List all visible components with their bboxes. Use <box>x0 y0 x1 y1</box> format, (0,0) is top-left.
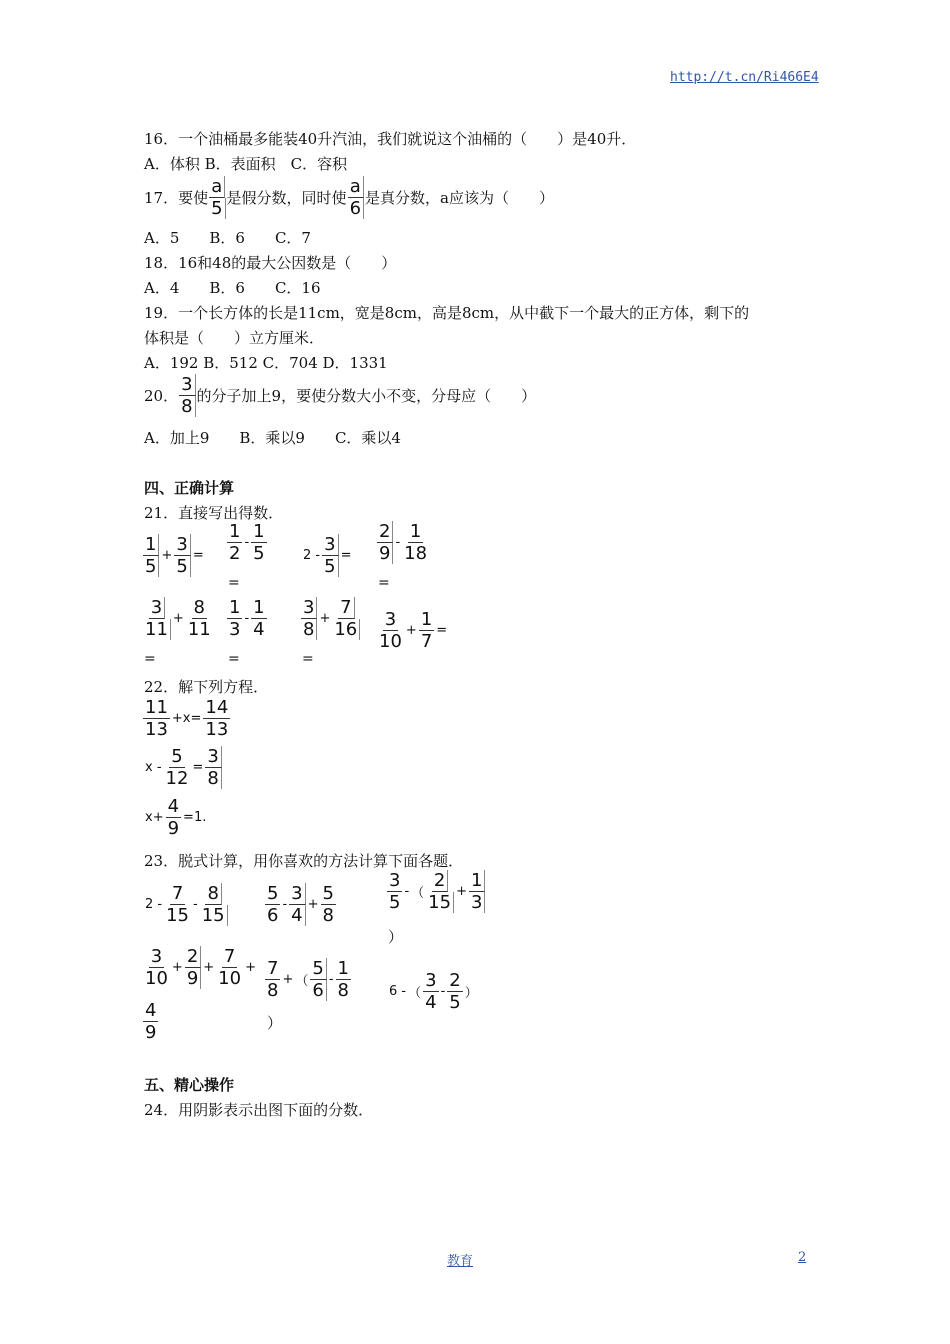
q20-options: A．加上9 B．乘以9 C．乘以4 <box>144 429 401 447</box>
fraction: $\frac{3}{11}$ <box>143 597 171 640</box>
q23-problem-1: 2 - $\frac{7}{15}$ - $\frac{8}{15}$ <box>144 883 229 926</box>
q21-expr-4-eq: = <box>378 575 390 591</box>
q19-line2: 体积是（ ）立方厘米． <box>144 329 325 347</box>
fraction: $\frac{3}{8}$ <box>205 746 221 789</box>
fraction: $\frac{2}{5}$ <box>449 970 461 1013</box>
q17-text-a: 17．要使 <box>144 189 209 207</box>
q16-options: A．体积 B．表面积 C．容积 <box>144 155 348 173</box>
q21-expr-7: $\frac{3}{8}$ + $\frac{7}{16}$ <box>300 597 361 640</box>
fraction: $\frac{4}{9}$ <box>145 1000 157 1043</box>
q21-expr-7-eq: = <box>302 651 314 667</box>
fraction: $\frac{2}{9}$ <box>377 521 393 564</box>
q23-problem-5-close: ） <box>267 1014 283 1032</box>
fraction: $\frac{7}{15}$ <box>166 883 190 926</box>
q23-problem-6: 6 - （ $\frac{3}{4}$ - $\frac{2}{5}$ ） <box>389 970 478 1013</box>
q21-expr-4: $\frac{2}{9}$ - $\frac{1}{18}$ <box>379 521 428 564</box>
q23-problem-3-close: ） <box>388 928 404 946</box>
q17-text-b: 是假分数，同时使 <box>226 189 347 207</box>
q17-line <box>144 176 554 219</box>
fraction: $\frac{3}{5}$ <box>389 870 401 913</box>
footer-center[interactable]: 教育 <box>447 1254 474 1269</box>
q23-problem-2: $\frac{5}{6}$ - $\frac{3}{4}$ + $\frac{5}{8}$ <box>267 883 334 926</box>
q24-text: 24．用阴影表示出图下面的分数． <box>144 1101 374 1119</box>
fraction: $\frac{8}{11}$ <box>187 597 211 640</box>
q22-eq-1: $\frac{11}{13}$ +x= $\frac{14}{13}$ <box>145 697 229 740</box>
q20-prefix: 20． <box>144 387 179 405</box>
q22-eq-3: x+ $\frac{4}{9}$ =1. <box>145 796 207 839</box>
fraction: $\frac{3}{8}$ <box>301 597 317 640</box>
fraction: $\frac{5}{12}$ <box>165 746 189 789</box>
q21-expr-3: 2 - $\frac{3}{5}$ = <box>303 534 352 577</box>
q21-expr-5: $\frac{3}{11}$ + $\frac{8}{11}$ <box>145 597 211 640</box>
q21-expr-6: $\frac{1}{3}$ - $\frac{1}{4}$ <box>229 597 265 640</box>
q21-expr-2-eq: = <box>228 575 240 591</box>
fraction: $\frac{3}{10}$ <box>379 609 402 652</box>
fraction: $\frac{3}{10}$ <box>145 946 168 989</box>
q21-expr-6-eq: = <box>228 651 240 667</box>
fraction: $\frac{3}{5}$ <box>174 534 190 577</box>
q23-problem-3: $\frac{3}{5}$ - （ $\frac{2}{15}$ + $\frac{1}{3}$ <box>386 870 486 913</box>
fraction: $\frac{1}{18}$ <box>404 521 428 564</box>
fraction: $\frac{1}{7}$ <box>420 609 433 652</box>
fraction: $\frac{8}{15}$ <box>200 883 228 926</box>
q23-problem-4-cont <box>142 1000 159 1043</box>
fraction: $\frac{3}{4}$ <box>289 883 305 926</box>
q21-expr-8: $\frac{3}{10}$ + $\frac{1}{7}$ = <box>379 609 448 652</box>
q18-options: A．4 B．6 C．16 <box>144 279 321 297</box>
q21-expr-1: $\frac{1}{5}$ + $\frac{3}{5}$ = <box>145 534 204 577</box>
fraction: $\frac{1}{4}$ <box>253 597 265 640</box>
q19-options: A．192 B．512 C．704 D．1331 <box>144 354 388 372</box>
fraction: $\frac{1}{3}$ <box>229 597 241 640</box>
q21-expr-2: $\frac{1}{2}$ - $\frac{1}{5}$ <box>229 521 265 564</box>
fraction: $\frac{7}{16}$ <box>332 597 360 640</box>
q17-text-c: 是真分数，a应该为（ ） <box>365 189 554 207</box>
q20-text: 的分子加上9，要使分数大小不变，分母应（ ） <box>196 387 537 405</box>
q17-options: A．5 B．6 C．7 <box>144 229 311 247</box>
q23-problem-4: $\frac{3}{10}$ + $\frac{2}{9}$ + $\frac{7}{10}$ + <box>145 946 256 989</box>
fraction: $\frac{3}{5}$ <box>322 534 338 577</box>
fraction: $\frac{4}{9}$ <box>167 796 180 839</box>
q23-problem-5: $\frac{7}{8}$ + （ $\frac{5}{6}$ - $\frac{1}{8}$ <box>267 958 349 1001</box>
fraction: $\frac{1}{5}$ <box>143 534 159 577</box>
fraction: $\frac{a}{5}$ <box>209 176 225 219</box>
fraction: $\frac{a}{6}$ <box>348 176 364 219</box>
q20-line <box>144 374 536 417</box>
fraction: $\frac{3}{8}$ <box>179 374 195 417</box>
fraction: $\frac{2}{15}$ <box>426 870 454 913</box>
header-link[interactable]: http://t.cn/Ri466E4 <box>670 70 819 85</box>
fraction: $\frac{14}{13}$ <box>205 697 229 740</box>
q19-line1: 19．一个长方体的长是11cm，宽是8cm，高是8cm，从中截下一个最大的正方体，剩下的 <box>144 304 750 322</box>
fraction: $\frac{3}{4}$ <box>425 970 437 1013</box>
fraction: $\frac{1}{3}$ <box>469 870 485 913</box>
fraction: $\frac{5}{6}$ <box>267 883 279 926</box>
section-heading-5: 五、精心操作 <box>144 1076 235 1094</box>
fraction: $\frac{1}{2}$ <box>229 521 241 564</box>
fraction: $\frac{2}{9}$ <box>185 946 201 989</box>
fraction: $\frac{5}{8}$ <box>322 883 334 926</box>
q21-expr-5-eq: = <box>144 651 156 667</box>
q22-title: 22．解下列方程． <box>144 678 269 696</box>
fraction: $\frac{1}{8}$ <box>337 958 349 1001</box>
q21-title: 21．直接写出得数． <box>144 504 284 522</box>
page-number: 2 <box>798 1250 807 1265</box>
section-heading-4: 四、正确计算 <box>144 479 235 497</box>
q18-text: 18．16和48的最大公因数是（ ） <box>144 254 397 272</box>
q23-title: 23．脱式计算，用你喜欢的方法计算下面各题． <box>144 852 464 870</box>
q22-eq-2: x - $\frac{5}{12}$ = $\frac{3}{8}$ <box>144 746 223 789</box>
fraction: $\frac{7}{10}$ <box>218 946 242 989</box>
fraction: $\frac{5}{6}$ <box>310 958 326 1001</box>
fraction: $\frac{1}{5}$ <box>253 521 265 564</box>
q16-text: 16．一个油桶最多能装40升汽油，我们就说这个油桶的（ ）是40升． <box>144 130 637 148</box>
fraction: $\frac{7}{8}$ <box>267 958 279 1001</box>
fraction: $\frac{11}{13}$ <box>145 697 168 740</box>
